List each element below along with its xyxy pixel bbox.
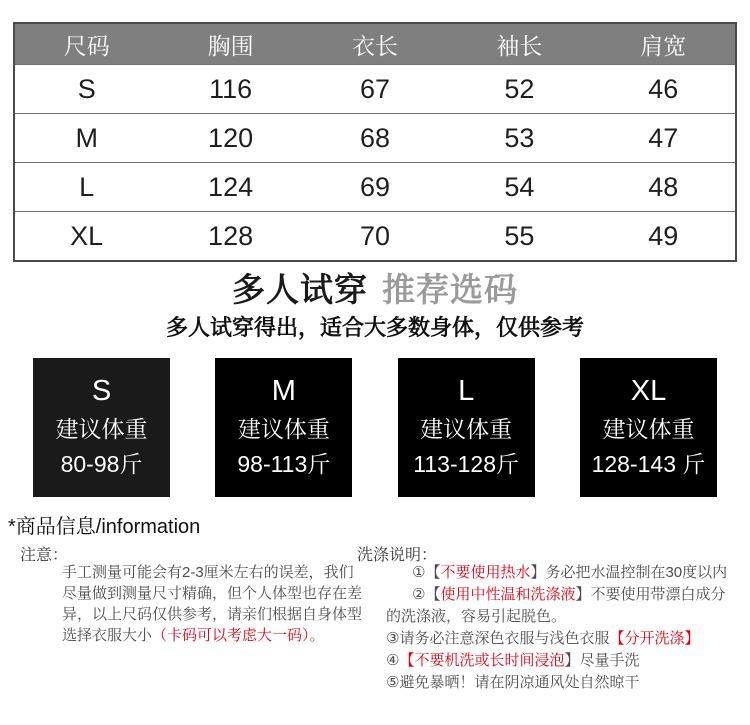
- washing-label: 洗涤说明：: [357, 547, 438, 564]
- notice-line: 选择衣服大小（卡码可以考虑大一码）。: [62, 627, 325, 644]
- cell: 120: [158, 114, 302, 163]
- cell: 70: [303, 212, 447, 262]
- cell: 49: [592, 212, 736, 262]
- weight-card-s: [33, 358, 170, 497]
- cell: 68: [303, 114, 447, 163]
- notice-label: 注意：: [20, 547, 69, 564]
- card-size-label: S: [91, 375, 112, 407]
- cell: 55: [447, 212, 591, 262]
- cell: 69: [303, 163, 447, 212]
- weight-card-m: [215, 358, 352, 497]
- notice-text: [62, 562, 362, 646]
- header-cell-size: 尺码: [14, 23, 158, 65]
- washing-line: ①【不要使用热水】务必把水温控制在30度以内: [412, 564, 728, 581]
- header-cell-shoulder: 肩宽: [592, 23, 736, 65]
- cell: 53: [447, 114, 591, 163]
- header-cell-chest: 胸围: [158, 23, 302, 65]
- cell: 116: [158, 65, 302, 114]
- cell: 128: [158, 212, 302, 262]
- cell: 52: [447, 65, 591, 114]
- cell: L: [14, 163, 158, 212]
- card-size-label: L: [458, 375, 475, 407]
- washing-line: ④【不要机洗或长时间浸泡】尽量手洗: [386, 652, 640, 669]
- card-weight-range: 80-98斤: [60, 451, 143, 477]
- fit-title: [0, 264, 750, 311]
- weight-card-xl: [580, 358, 717, 497]
- weight-card-l: [398, 358, 535, 497]
- table-row-xl: [14, 212, 736, 262]
- washing-text: [386, 562, 750, 694]
- cell: 67: [303, 65, 447, 114]
- card-size-label: M: [271, 375, 296, 407]
- card-weight-range: 98-113斤: [237, 451, 331, 477]
- cell: M: [14, 114, 158, 163]
- table-row-m: [14, 114, 736, 163]
- fit-title-accent: 推荐选码: [382, 271, 518, 308]
- cell: 47: [592, 114, 736, 163]
- notice-line: 尽量做到测量尺寸精确，但个人体型也存在差: [62, 585, 363, 602]
- cell: S: [14, 65, 158, 114]
- table-row-s: [14, 65, 736, 114]
- cell: 124: [158, 163, 302, 212]
- card-weight-label: 建议体重: [420, 416, 513, 442]
- fit-subtitle: 多人试穿得出，适合大多数身体，仅供参考: [165, 315, 584, 340]
- fit-title-main: 多人试穿: [232, 271, 368, 308]
- card-weight-range: 113-128斤: [413, 451, 519, 477]
- card-weight-label: 建议体重: [602, 416, 695, 442]
- card-size-label: XL: [630, 375, 667, 407]
- cell: 46: [592, 65, 736, 114]
- header-cell-length: 衣长: [303, 23, 447, 65]
- card-weight-range: 128-143 斤: [591, 451, 706, 477]
- washing-line: ⑤避免暴晒！请在阴凉通风处自然晾干: [386, 674, 640, 691]
- cell: 48: [592, 163, 736, 212]
- washing-line: ③请务必注意深色衣服与浅色衣服【分开洗涤】: [386, 630, 700, 647]
- cell: XL: [14, 212, 158, 262]
- size-table: [13, 22, 737, 262]
- info-heading: *商品信息/information: [8, 516, 201, 538]
- card-weight-label: 建议体重: [55, 416, 148, 442]
- header-cell-sleeve: 袖长: [447, 23, 591, 65]
- size-table-header-row: [14, 23, 736, 65]
- notice-line: 异，以上尺码仅供参考，请亲们根据自身体型: [62, 606, 363, 623]
- notice-line: 手工测量可能会有2-3厘米左右的误差，我们: [62, 564, 354, 581]
- weight-cards-row: [33, 358, 717, 497]
- washing-line: ②【使用中性温和洗涤液】不要使用带漂白成分: [412, 586, 726, 603]
- cell: 54: [447, 163, 591, 212]
- table-row-l: [14, 163, 736, 212]
- washing-line: 的洗涤液，容易引起脱色。: [386, 608, 567, 625]
- card-weight-label: 建议体重: [237, 416, 330, 442]
